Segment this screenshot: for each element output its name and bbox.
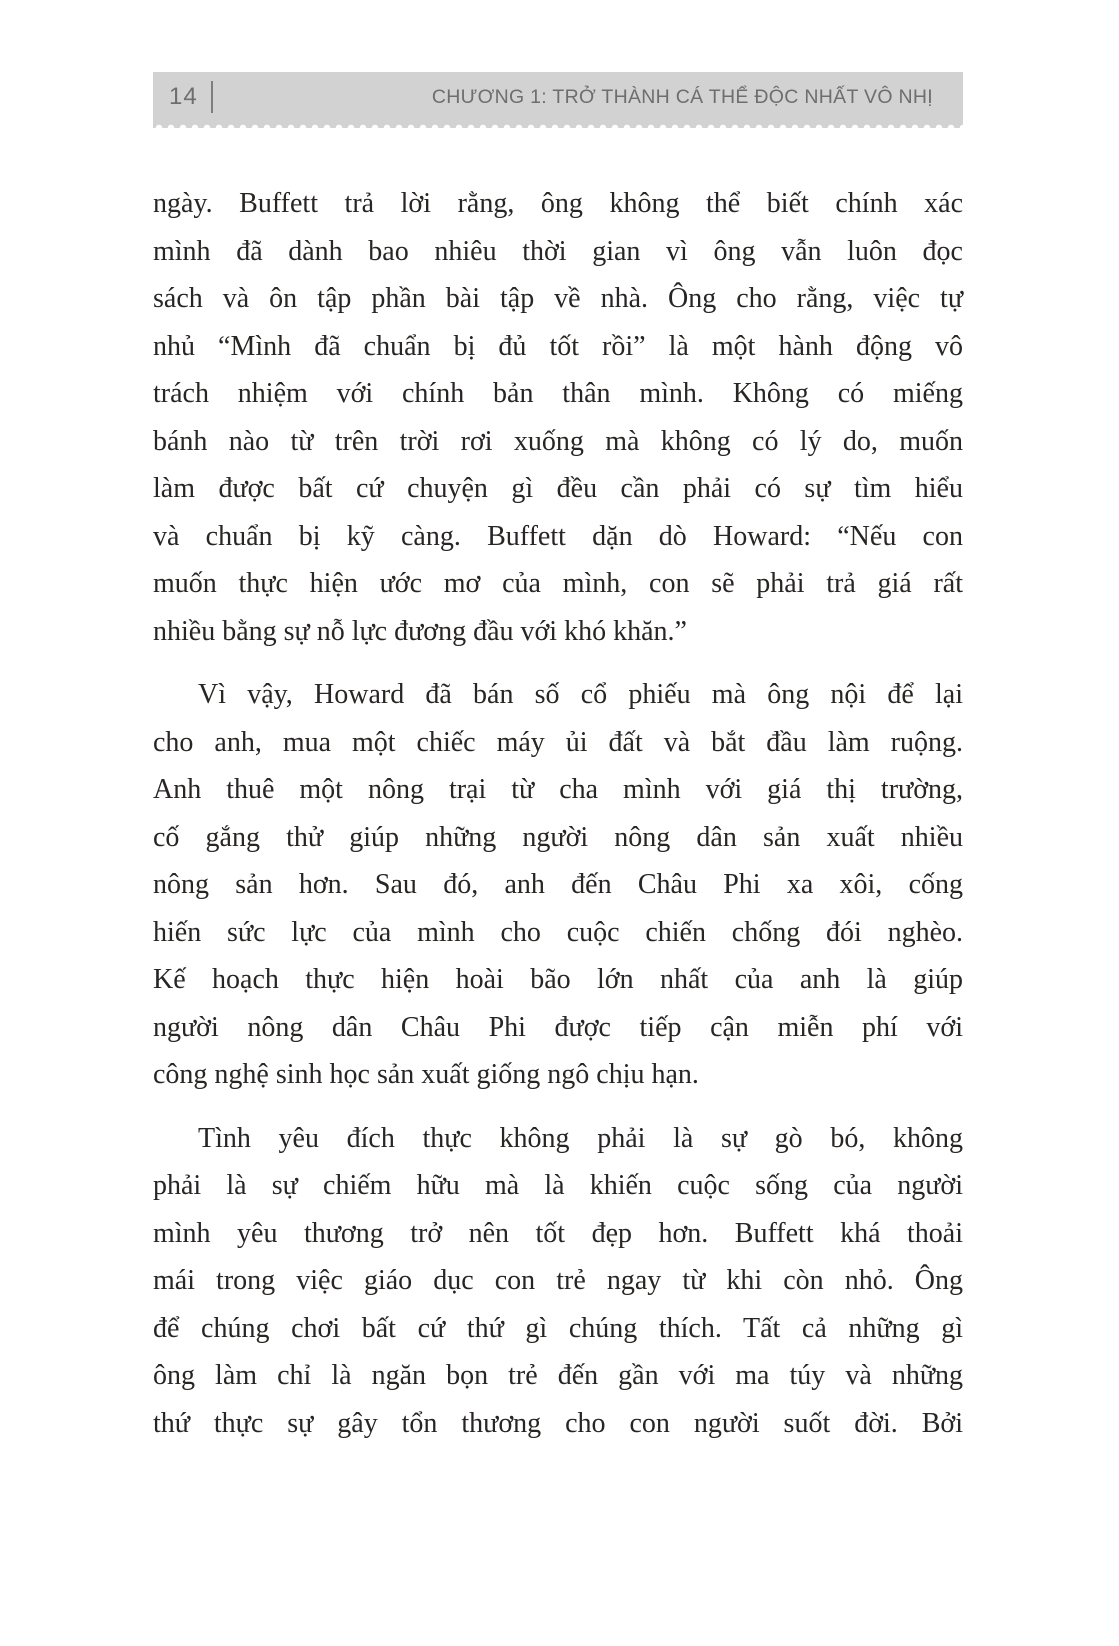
text-line: cho anh, mua một chiếc máy ủi đất và bắt đầu làm ruộng. xyxy=(153,726,963,758)
text-line: bánh nào từ trên trời rơi xuống mà không có lý do, muốn xyxy=(153,425,963,457)
text-line: ngày. Buffett trả lời rằng, ông không thể biết chính xác xyxy=(153,188,963,219)
text-line: hiến sức lực của mình cho cuộc chiến chống đói nghèo. xyxy=(153,916,963,948)
text-line: làm được bất cứ chuyện gì đều cần phải có sự tìm hiểu xyxy=(153,473,963,504)
text-line: nhủ “Mình đã chuẩn bị đủ tốt rồi” là một hành động vô xyxy=(153,330,963,362)
page-number-divider xyxy=(211,81,213,113)
text-line: ông làm chỉ là ngăn bọn trẻ đến gần với ma túy và những xyxy=(153,1360,963,1391)
text-line: nông sản hơn. Sau đó, anh đến Châu Phi xa xôi, cống xyxy=(153,869,963,900)
paragraph xyxy=(153,180,963,655)
text-line: Tình yêu đích thực không phải là sự gò bó, không xyxy=(198,1122,963,1154)
text-line: sách và ôn tập phần bài tập về nhà. Ông cho rằng, việc tự xyxy=(153,283,963,314)
text-line: cố gắng thử giúp những người nông dân sản xuất nhiều xyxy=(153,821,963,853)
chapter-title: CHƯƠNG 1: TRỞ THÀNH CÁ THỂ ĐỘC NHẤT VÔ NHỊ xyxy=(431,85,933,108)
page-number-group xyxy=(169,81,213,113)
paragraph xyxy=(153,1115,963,1448)
text-line: muốn thực hiện ước mơ của mình, con sẽ phải trả giá rất xyxy=(153,568,963,599)
body-text xyxy=(153,180,963,1447)
text-line: Vì vậy, Howard đã bán số cổ phiếu mà ông nội để lại xyxy=(198,679,963,710)
paragraph xyxy=(153,671,963,1099)
text-line: phải là sự chiếm hữu mà là khiến cuộc sống của người xyxy=(153,1170,963,1201)
running-header xyxy=(153,72,963,128)
text-line: công nghệ sinh học sản xuất giống ngô chịu hạn. xyxy=(153,1059,699,1090)
text-line: và chuẩn bị kỹ càng. Buffett dặn dò Howard: “Nếu con xyxy=(153,520,963,552)
text-line: thứ thực sự gây tổn thương cho con người suốt đời. Bởi xyxy=(153,1407,963,1439)
text-line: mái trong việc giáo dục con trẻ ngay từ khi còn nhỏ. Ông xyxy=(153,1265,963,1296)
text-line: Kế hoạch thực hiện hoài bão lớn nhất của anh là giúp xyxy=(153,964,963,995)
text-line: nhiều bằng sự nỗ lực đương đầu với khó khăn.” xyxy=(153,615,687,647)
text-line: để chúng chơi bất cứ thứ gì chúng thích. Tất cả những gì xyxy=(153,1312,963,1344)
text-line: người nông dân Châu Phi được tiếp cận miễn phí với xyxy=(153,1011,963,1043)
text-line: mình yêu thương trở nên tốt đẹp hơn. Buffett khá thoải xyxy=(153,1217,963,1249)
text-line: Anh thuê một nông trại từ cha mình với giá thị trường, xyxy=(153,774,963,805)
page-number: 14 xyxy=(169,83,198,110)
text-line: mình đã dành bao nhiêu thời gian vì ông vẫn luôn đọc xyxy=(153,235,963,267)
text-line: trách nhiệm với chính bản thân mình. Không có miếng xyxy=(153,378,963,409)
